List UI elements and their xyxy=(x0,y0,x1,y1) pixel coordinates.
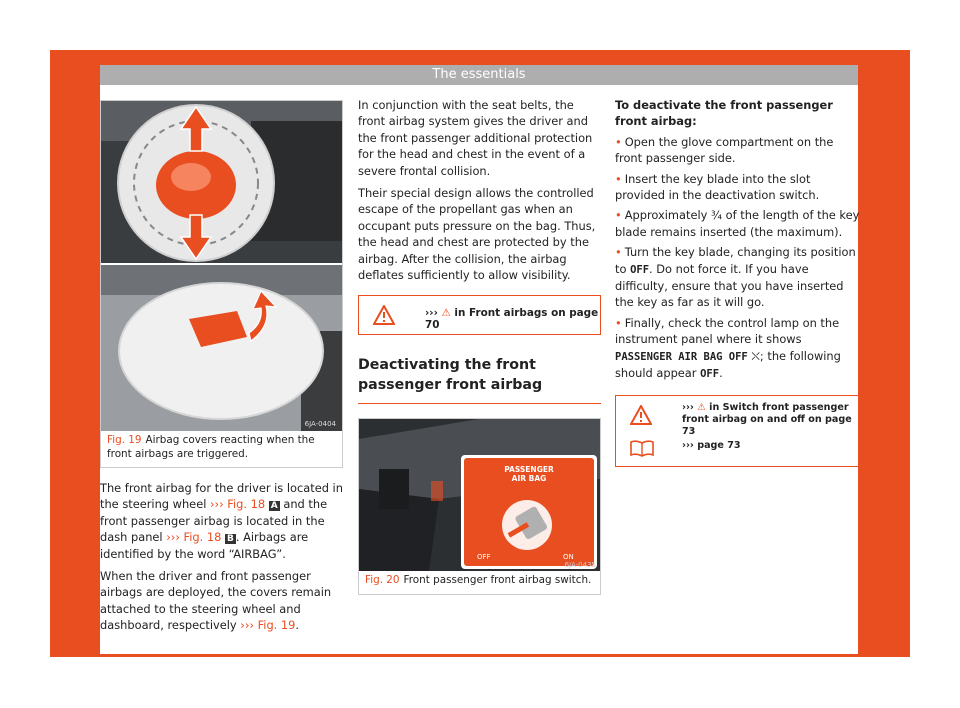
switch-label-line1: PASSENGER xyxy=(504,465,554,475)
figure-19 xyxy=(100,100,343,468)
step-text: . Do not force it. If you have difficulty, ensure that you have inserted the key as far as it will go. xyxy=(615,261,844,310)
text: The front airbag for the driver is located in the steering wheel xyxy=(100,481,343,512)
step-5 xyxy=(615,315,860,383)
marker-a: A xyxy=(270,501,278,512)
fig18-link[interactable]: ››› Fig. 18 xyxy=(210,497,266,512)
text: . Airbags are identified by the word “AIRBAG”. xyxy=(100,530,309,561)
bullet: • xyxy=(615,171,622,186)
step-text: ; the following should appear xyxy=(615,348,841,381)
step-text: Turn the key blade, changing its position to xyxy=(615,245,856,276)
bullet: • xyxy=(615,134,622,149)
switch-on-label: ON xyxy=(563,553,574,562)
marker-b: B xyxy=(226,534,234,545)
column-right xyxy=(615,97,860,467)
section-header: The essentials xyxy=(100,65,858,85)
step-1 xyxy=(615,134,860,167)
fig20-number: Fig. 20 xyxy=(365,574,400,587)
bullet: • xyxy=(615,208,622,223)
passenger-airbag-off-label: PASSENGER AIR BAG OFF xyxy=(615,350,748,363)
switch-label xyxy=(467,465,591,483)
fig20-caption-text: Front passenger front airbag switch. xyxy=(403,574,592,587)
airbag-switch-illustration xyxy=(359,419,600,571)
fig19-image xyxy=(101,101,342,431)
airbag-illustration xyxy=(101,101,342,431)
fig20-code: 6JA-0435 xyxy=(564,561,596,570)
fig18-link-2[interactable]: ››› Fig. 18 xyxy=(166,530,222,545)
off-indicator: OFF xyxy=(700,368,720,381)
paragraph-covers xyxy=(100,568,343,634)
warning-box xyxy=(358,295,601,335)
warning-box-2 xyxy=(615,395,860,467)
fig19-code: 6JA-0404 xyxy=(304,420,336,428)
link-arrows: ››› xyxy=(425,307,438,320)
switch-off-label: OFF xyxy=(477,553,491,562)
bullet: • xyxy=(615,245,622,260)
step-text: Finally, check the control lamp on the instrument panel where it shows xyxy=(615,315,840,347)
inline-warning-icon: ⚠ xyxy=(697,401,706,413)
bullet: • xyxy=(615,315,622,330)
fig19-caption xyxy=(101,431,342,467)
link-text: in Front airbags on page 70 xyxy=(425,307,599,332)
step-3 xyxy=(615,207,860,240)
step-text: Insert the key blade into the slot provided in the deactivation switch. xyxy=(615,171,820,203)
book-icon xyxy=(629,438,655,458)
section-heading: Deactivating the front passenger front airbag xyxy=(358,357,543,394)
fig19-link[interactable]: ››› Fig. 19 xyxy=(240,618,296,633)
text: When the driver and front passenger airbags are deployed, the covers remain attached to the steering wheel and dashboard, respectively xyxy=(100,569,332,633)
paragraph-design: Their special design allows the controlled escape of the propellant gas when an occupant puts pressure on the bag. Thus, the head and chest are protected by the airbag. After the collision, the airbag deflates sufficiently to allow visibility. xyxy=(358,186,596,283)
warning-icon xyxy=(373,305,395,325)
warning-2-text[interactable] xyxy=(682,402,856,438)
off-indicator: OFF xyxy=(630,263,650,276)
column-left xyxy=(100,100,343,634)
text: . xyxy=(295,618,300,633)
fig20-caption xyxy=(359,571,600,594)
step-text: Open the glove compartment on the front passenger side. xyxy=(615,134,834,166)
link-arrows: ››› xyxy=(682,401,694,413)
step-4 xyxy=(615,244,860,311)
fig19-number: Fig. 19 xyxy=(107,434,142,446)
instructions-intro: To deactivate the front passenger front airbag: xyxy=(615,98,833,129)
warning-icon xyxy=(630,405,652,425)
link-text: in Switch front passenger front airbag on and off on page 73 xyxy=(682,401,852,437)
paragraph-airbag-location xyxy=(100,480,343,562)
inline-warning-icon: ⚠ xyxy=(441,307,451,320)
text: and the front passenger airbag is located in the dash panel xyxy=(100,497,328,545)
page-number: 17 xyxy=(826,622,840,635)
fig20-image xyxy=(359,419,600,571)
step-text: Approximately ¾ of the length of the key blade remains inserted (the maximum). xyxy=(615,208,860,239)
step-2 xyxy=(615,171,860,204)
step-text: . xyxy=(719,366,723,381)
switch-label-line2: AIR BAG xyxy=(511,474,547,484)
book-reference[interactable]: ››› page 73 xyxy=(682,439,741,451)
figure-20 xyxy=(358,418,601,595)
airbag-person-icon: ⛌ xyxy=(751,348,760,363)
warning-text[interactable] xyxy=(425,307,600,331)
column-middle xyxy=(358,97,601,595)
fig19-caption-text: Airbag covers reacting when the front airbags are triggered. xyxy=(107,434,315,460)
paragraph-protection: In conjunction with the seat belts, the front airbag system gives the driver and the front passenger additional protection for the head and chest in the event of a severe frontal collision. xyxy=(358,98,593,178)
